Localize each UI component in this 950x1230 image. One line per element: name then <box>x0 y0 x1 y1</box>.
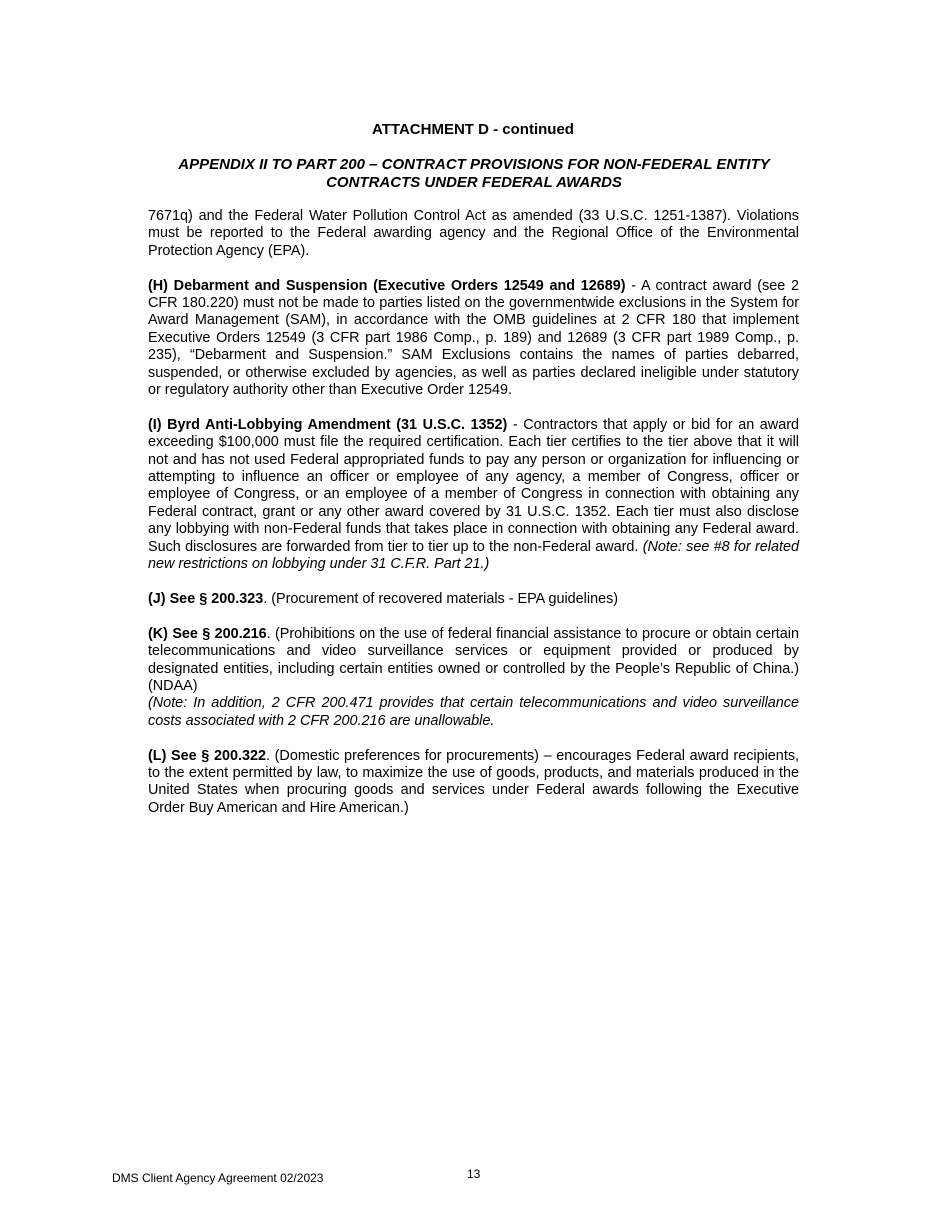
page-number: 13 <box>467 1167 481 1181</box>
section-l-heading: (L) See § 200.322 <box>148 747 266 764</box>
section-i-text: - Contractors that apply or bid for an award exceeding $100,000 must file the required certification. Each tier certifies to the tier above that it will not and has not used Federal appropriated funds to pay any person or organization for influencing or attempting to influence an officer or employee of any agency, a member of Congress, officer or employee of Congress, or an employee of a member of Congress in connection with obtaining any Federal contract, grant or any other award covered by 31 U.S.C. 1352. Each tier must also disclose any lobbying with non-Federal funds that takes place in connection with obtaining any Federal award. Such disclosures are forwarded from tier to tier up to the non-Federal award. <box>148 416 799 555</box>
section-j-text: . (Procurement of recovered materials - EPA guidelines) <box>263 590 619 607</box>
section-j-heading: (J) See § 200.323 <box>148 590 264 607</box>
attachment-title: ATTACHMENT D - continued <box>372 121 574 138</box>
continuation-text: 7671q) and the Federal Water Pollution Control Act as amended (33 U.S.C. 1251-1387). Violations must be reported to the Federal awarding agency and the Regional Office of the Environmental Protection Agency (EPA). <box>148 208 799 259</box>
section-j-paragraph <box>148 591 799 608</box>
footer-agreement-label: DMS Client Agency Agreement 02/2023 <box>112 1171 324 1185</box>
section-h-text: - A contract award (see 2 CFR 180.220) must not be made to parties listed on the governmentwide exclusions in the System for Award Management (SAM), in accordance with the OMB guidelines at 2 CFR 180 that implement Executive Orders 12549 (3 CFR part 1986 Comp., p. 189) and 12689 (3 CFR part 1989 Comp., p. 235), “Debarment and Suspension.” SAM Exclusions contains the names of parties debarred, suspended, or otherwise excluded by agencies, as well as parties declared ineligible under statutory or regulatory authority other than Executive Order 12549. <box>148 277 799 399</box>
section-k-paragraph <box>148 626 799 730</box>
section-h-paragraph <box>148 278 799 400</box>
section-i-note: (Note: see #8 for related new restrictions on lobbying under 31 C.F.R. Part 21.) <box>148 538 799 573</box>
section-l-text: . (Domestic preferences for procurements) – encourages Federal award recipients, to the extent permitted by law, to maximize the use of goods, products, and materials produced in the United States when procuring goods and services under Federal awards following the Executive Order Buy American and Hire American.) <box>148 747 800 816</box>
section-h-heading: (H) Debarment and Suspension (Executive Orders 12549 and 12689) <box>148 277 626 294</box>
section-i-paragraph <box>148 417 799 574</box>
section-l-paragraph <box>148 748 799 818</box>
section-k-note: (Note: In addition, 2 CFR 200.471 provides that certain telecommunications and video surveillance costs associated with 2 CFR 200.216 are unallowable. <box>148 695 799 729</box>
document-body <box>148 208 799 835</box>
continuation-paragraph <box>148 208 799 260</box>
section-k-heading: (K) See § 200.216 <box>148 625 267 642</box>
appendix-title: APPENDIX II TO PART 200 – CONTRACT PROVISIONS FOR NON-FEDERAL ENTITY CONTRACTS UNDER FEDERAL AWARDS <box>178 156 770 191</box>
section-k-text: . (Prohibitions on the use of federal financial assistance to procure or obtain certain telecommunications and video surveillance services or equipment provided or produced by designated entities, including certain entities owned or controlled by the People’s Republic of China.) (NDAA) <box>148 625 799 694</box>
section-i-heading: (I) Byrd Anti-Lobbying Amendment (31 U.S.C. 1352) <box>148 416 508 433</box>
